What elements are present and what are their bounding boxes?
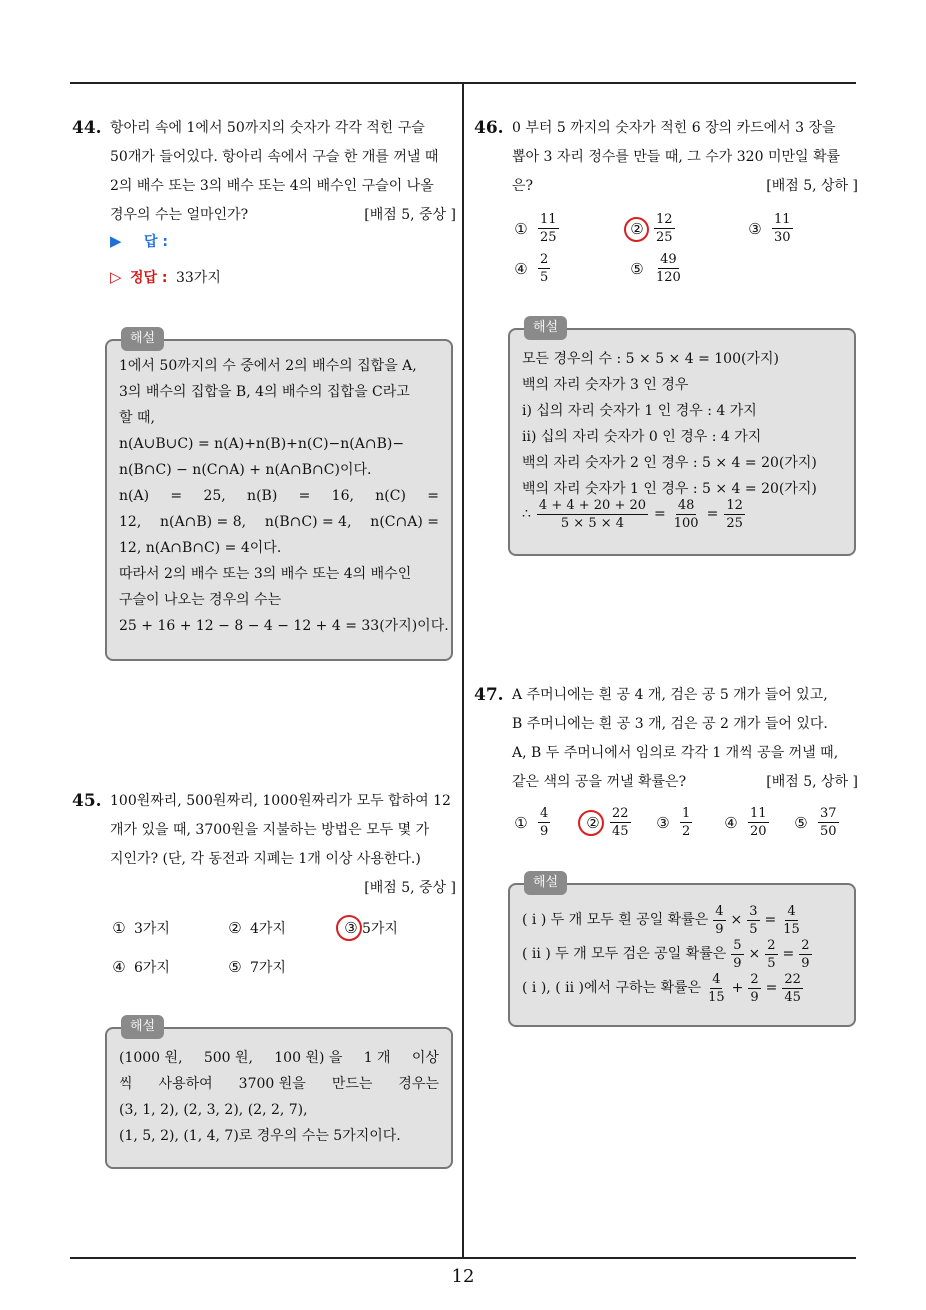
fraction [748,972,760,1005]
plus-sign: + [731,979,744,996]
denominator: 9 [733,955,742,971]
fraction [537,498,648,531]
equals-sign: = [782,945,795,962]
question-line-text: 은? [512,178,534,194]
explanation-line: n(B∩C) − n(C∩A) + n(A∩B∩C)이다. [119,462,372,478]
explanation-line: 25 + 16 + 12 − 8 − 4 − 12 + 4 = 33(가지)이다. [119,618,449,634]
question-line-text: 같은 색의 공을 꺼낼 확률은? [512,774,687,790]
denominator: 9 [715,921,724,937]
fraction [747,904,759,937]
question-line: A 주머니에는 흰 공 4 개, 검은 공 5 개가 들어 있고, [512,687,828,703]
choice-fraction [538,806,550,839]
fraction [713,904,725,937]
question-line: 항아리 속에 1에서 50까지의 숫자가 각각 적힌 구슬 [110,120,425,136]
explanation-line: ⅱ) 십의 자리 숫자가 0 인 경우 : 4 가지 [522,429,762,445]
times-sign: × [748,945,761,962]
numerator: 4 [715,903,724,919]
question-46 [474,114,858,201]
fraction [765,938,777,971]
explanation-text: ( ⅱ ) 두 개 모두 검은 공일 확률은 [522,945,727,962]
token: = [427,488,439,504]
choice-4[interactable] [512,252,552,285]
explanation-line: 할 때, [119,410,155,426]
choice-fraction [610,806,631,839]
correct-answer-row [110,266,221,289]
token: 12, [119,514,142,530]
numerator: 37 [820,806,837,821]
denominator: 9 [801,955,810,971]
explanation-line: 백의 자리 숫자가 2 인 경우 : 5 × 4 = 20(가지) [522,455,817,471]
explanation-line: 1에서 50까지의 수 중에서 2의 배수의 집합을 A, [119,358,417,374]
denominator: 100 [673,516,699,531]
fraction [731,938,743,971]
choice-fraction [772,212,793,245]
explanation-box [105,1019,453,1169]
choice-number-icon: ② [586,813,600,832]
explanation-box [508,320,856,556]
token: 25, [203,488,226,504]
numerator: 3 [749,903,758,919]
token: = [298,488,311,504]
explanation-line: n(A∪B∪C) = n(A)+n(B)+n(C)−n(A∩B)− [119,436,405,452]
numerator: 4 [712,971,721,987]
numerator: 2 [750,971,759,987]
explanation-text: ( ⅰ ) 두 개 모두 흰 공일 확률은 [522,911,709,928]
choice-number-icon: ④ [112,958,126,976]
choice-text: 3가지 [134,921,170,937]
selected-circle-icon [578,810,604,836]
equals-sign: = [764,911,777,928]
denominator: 9 [750,989,759,1005]
numerator: 48 [677,498,695,513]
score-meta: [배점 5, 상하 ] [766,774,858,790]
question-45 [72,787,456,903]
question-line [512,768,858,797]
explanation-line: 따라서 2의 배수 또는 3의 배수 또는 4의 배수인 [119,566,412,582]
play-triangle-icon: ▶ [110,232,122,250]
token: n(B∩C) = 4, [264,514,352,530]
token: n(C) [375,488,406,504]
outline-triangle-icon: ▷ [110,268,122,286]
choice-number-icon: ① [514,219,528,238]
token: 1 개 [363,1050,391,1066]
question-line: B 주머니에는 흰 공 3 개, 검은 공 2 개가 들어 있다. [512,716,828,732]
explanation-box [508,875,856,1027]
numerator: 11 [774,212,791,227]
choice-text: 6가지 [134,960,170,976]
choice-5[interactable] [792,806,841,839]
choice-text: 5가지 [362,921,398,937]
choice-5[interactable] [226,957,286,977]
numerator: 4 + 4 + 20 + 20 [538,498,647,513]
explanation-line: (3, 1, 2), (2, 3, 2), (2, 2, 7), [119,1102,308,1118]
choice-number-icon: ② [630,219,644,238]
choice-fraction [680,806,692,839]
choice-1[interactable] [512,806,552,839]
question-line: 뽑아 3 자리 정수를 만들 때, 그 수가 320 미만일 확률 [512,149,841,165]
token: 3700 원을 [238,1076,306,1092]
fraction [781,904,802,937]
explanation-tag: 해설 [524,316,567,340]
equals-sign: = [706,506,719,522]
numerator: 2 [540,252,549,267]
fraction [782,972,803,1005]
denominator: 25 [726,516,743,531]
denominator: 5 × 5 × 4 [560,516,625,531]
denominator: 45 [612,824,629,839]
choice-5[interactable] [628,252,685,285]
choice-number-icon: ④ [724,813,738,832]
choice-number-icon: ③ [344,919,358,937]
denominator: 5 [767,955,776,971]
choice-number-icon: ② [228,919,242,937]
therefore-symbol: ∴ [522,506,531,522]
score-meta: [배점 5, 중상 ] [364,207,456,223]
token: n(A) [119,488,150,504]
explanation-justified-line [119,483,439,509]
explanation-line: (1, 5, 2), (1, 4, 7)로 경우의 수는 5가지이다. [119,1128,401,1144]
explanation-text: ( ⅰ ), ( ⅱ )에서 구하는 확률은 [522,979,702,996]
numerator: 1 [682,806,691,821]
explanation-tag: 해설 [121,327,164,351]
answer-label: 답 : [144,234,168,250]
token: 사용하여 [158,1076,213,1092]
equals-sign: = [765,979,778,996]
explanation-final-line [522,498,842,531]
choice-number-icon: ③ [748,219,762,238]
explanation-tag: 해설 [524,871,567,895]
explanation-line: ⅰ) 십의 자리 숫자가 1 인 경우 : 4 가지 [522,403,757,419]
choice-fraction [654,212,675,245]
choice-fraction [538,252,550,285]
token: n(B) [247,488,278,504]
column-divider [462,84,464,1257]
numerator: 5 [733,937,742,953]
choice-3[interactable] [654,806,694,839]
choice-text: 7가지 [250,960,286,976]
token: 경우는 [398,1076,439,1092]
question-line: 개가 있을 때, 3700원을 지불하는 방법은 모두 몇 가 [110,822,430,838]
numerator: 4 [540,806,549,821]
token: 만드는 [331,1076,373,1092]
numerator: 12 [656,212,673,227]
choice-text: 4가지 [250,921,286,937]
denominator: 120 [656,270,681,285]
footer-rule [70,1257,856,1259]
explanation-line: 12, n(A∩B∩C) = 4이다. [119,540,282,556]
explanation-line: 구슬이 나오는 경우의 수는 [119,592,282,608]
score-meta: [배점 5, 상하 ] [766,178,858,194]
numerator: 4 [787,903,796,919]
question-44 [72,114,456,230]
numerator: 2 [767,937,776,953]
token: 이상 [411,1050,439,1066]
answer-row [110,230,168,253]
fraction [706,972,727,1005]
explanation-line: 백의 자리 숫자가 1 인 경우 : 5 × 4 = 20(가지) [522,481,817,497]
explanation-line [522,937,842,971]
score-meta: [배점 5, 중상 ] [364,880,456,896]
question-line: A, B 두 주머니에서 임의로 각각 1 개씩 공을 꺼낼 때, [512,745,839,761]
choice-fraction [748,806,769,839]
denominator: 2 [682,824,691,839]
question-line [110,201,456,230]
question-line: 50개가 들어있다. 항아리 속에서 구슬 한 개를 꺼낼 때 [110,149,439,165]
question-line [512,172,858,201]
explanation-justified-line [119,1045,439,1071]
choice-number-icon: ⑤ [630,259,644,278]
token: 500 원, [203,1050,253,1066]
question-line: 0 부터 5 까지의 숫자가 적힌 6 장의 카드에서 3 장을 [512,120,836,136]
correct-answer-label: 정답 : [130,270,168,286]
denominator: 30 [774,230,791,245]
denominator: 15 [708,989,725,1005]
fraction [672,498,701,531]
choice-number-icon: ⑤ [228,958,242,976]
numerator: 11 [540,212,557,227]
equals-sign: = [654,506,666,522]
fraction [724,498,745,531]
choice-2[interactable] [226,918,286,938]
choice-number-icon: ⑤ [794,813,808,832]
question-number: 45. [72,791,102,811]
denominator: 5 [540,270,549,285]
choice-1[interactable] [512,212,561,245]
question-number: 44. [72,118,102,138]
token: n(C∩A) = [370,514,439,530]
numerator: 11 [750,806,767,821]
explanation-justified-line [119,509,439,535]
choice-number-icon: ① [112,919,126,937]
question-line: 100원짜리, 500원짜리, 1000원짜리가 모두 합하여 12 [110,793,451,809]
numerator: 12 [726,498,743,513]
numerator: 22 [612,806,629,821]
explanation-justified-line [119,1071,439,1097]
token: 16, [331,488,354,504]
question-line: 2의 배수 또는 3의 배수 또는 4의 배수인 구슬이 나올 [110,178,434,194]
token: n(A∩B) = 8, [160,514,247,530]
numerator: 22 [784,971,801,987]
choice-1[interactable] [110,918,170,938]
question-number: 46. [474,118,504,138]
numerator: 2 [801,937,810,953]
choice-3[interactable] [746,212,795,245]
denominator: 25 [656,230,673,245]
numerator: 49 [660,252,677,267]
denominator: 5 [749,921,758,937]
selected-circle-icon [624,217,649,242]
explanation-line [522,971,842,1005]
page-number: 12 [451,1266,475,1287]
choice-4[interactable] [110,957,170,977]
token: (1000 원, [119,1050,183,1066]
question-number: 47. [474,685,504,705]
choice-fraction [654,252,683,285]
choice-number-icon: ③ [656,813,670,832]
choice-fraction [538,212,559,245]
explanation-line: 백의 자리 숫자가 3 인 경우 [522,377,689,393]
correct-answer-value: 33가지 [175,270,221,286]
token: 씩 [119,1076,133,1092]
explanation-line: 3의 배수의 집합을 B, 4의 배수의 집합을 C라고 [119,384,410,400]
token: 100 원) 을 [274,1050,343,1066]
denominator: 25 [540,230,557,245]
denominator: 20 [750,824,767,839]
denominator: 9 [540,824,549,839]
question-47 [474,681,858,797]
explanation-box [105,331,453,661]
explanation-line: 모든 경우의 수 : 5 × 5 × 4 = 100(가지) [522,351,779,367]
explanation-tag: 해설 [121,1015,164,1039]
fraction [799,938,811,971]
denominator: 15 [783,921,800,937]
choice-fraction [818,806,839,839]
question-line-text: 경우의 수는 얼마인가? [110,207,249,223]
choice-number-icon: ④ [514,259,528,278]
choice-4[interactable] [722,806,771,839]
denominator: 45 [784,989,801,1005]
token: = [170,488,183,504]
question-line: 지인가? (단, 각 동전과 지폐는 1개 이상 사용한다.) [110,851,421,867]
denominator: 50 [820,824,837,839]
selected-circle-icon [336,915,362,941]
explanation-line [522,903,842,937]
choice-number-icon: ① [514,813,528,832]
times-sign: × [730,911,743,928]
